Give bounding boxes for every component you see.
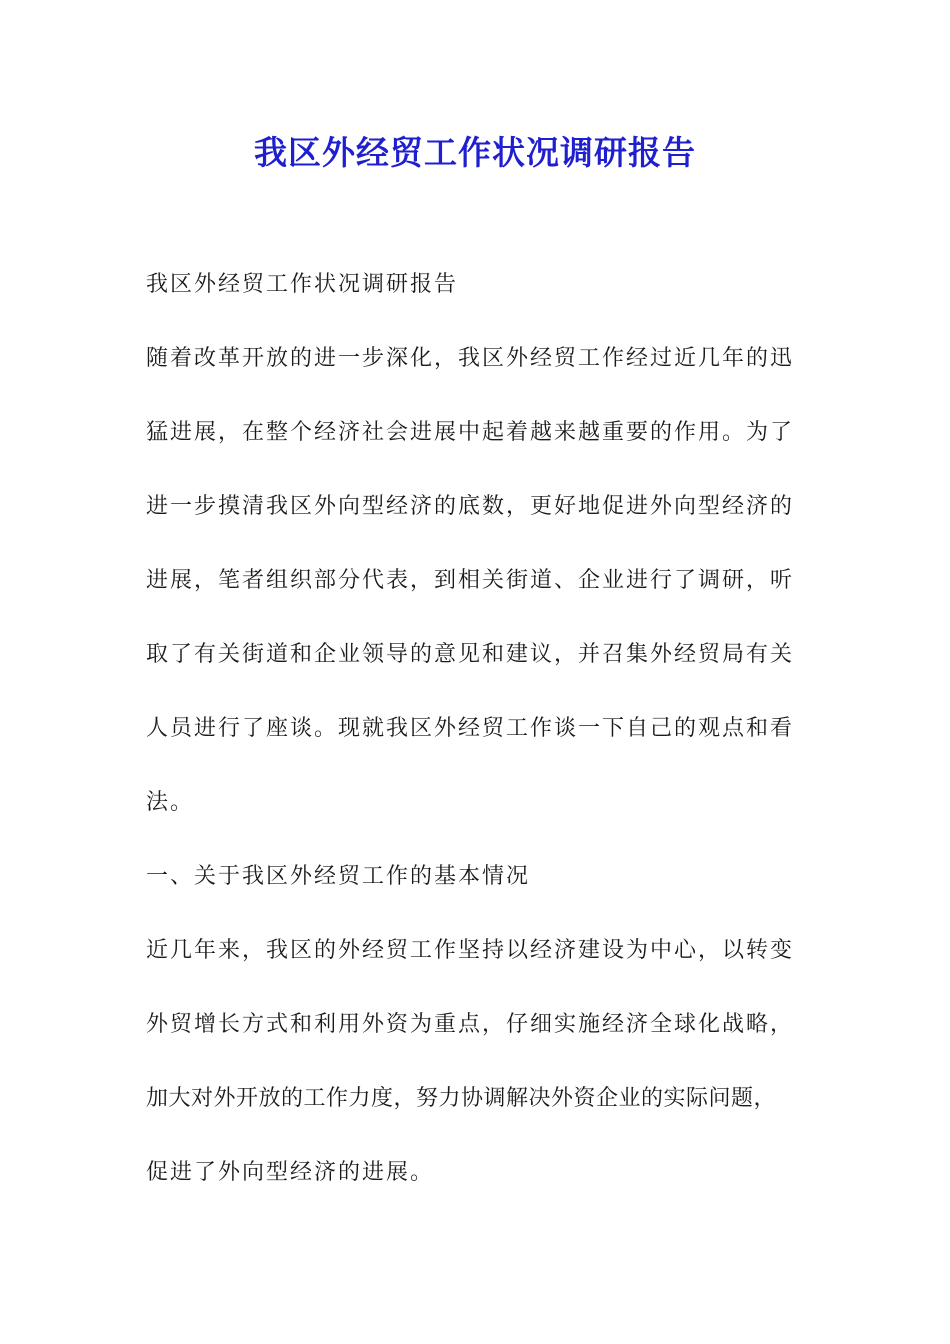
- paragraph-line: 取了有关街道和企业领导的意见和建议，并召集外经贸局有关: [146, 642, 795, 667]
- paragraph-line: 进一步摸清我区外向型经济的底数，更好地促进外向型经济的: [146, 494, 795, 519]
- document-body: [146, 258, 836, 1220]
- paragraph-line: 法。: [146, 790, 195, 815]
- subtitle-line: 我区外经贸工作状况调研报告: [146, 272, 459, 297]
- paragraph-line: 外贸增长方式和利用外资为重点，仔细实施经济全球化战略，: [146, 1012, 795, 1037]
- paragraph-line: 人员进行了座谈。现就我区外经贸工作谈一下自己的观点和看: [146, 716, 795, 741]
- paragraph-line: 进展，笔者组织部分代表，到相关街道、企业进行了调研，听: [146, 568, 795, 593]
- paragraph-line: 随着改革开放的进一步深化，我区外经贸工作经过近几年的迅: [146, 346, 795, 371]
- document-title: 我区外经贸工作状况调研报告: [254, 133, 696, 172]
- paragraph-line: 加大对外开放的工作力度，努力协调解决外资企业的实际问题，: [146, 1086, 777, 1111]
- paragraph-line: 近几年来，我区的外经贸工作坚持以经济建设为中心，以转变: [146, 938, 795, 963]
- paragraph-line: 猛进展，在整个经济社会进展中起着越来越重要的作用。为了: [146, 420, 795, 445]
- paragraph-line: 促进了外向型经济的进展。: [146, 1160, 435, 1185]
- section-heading: 一、关于我区外经贸工作的基本情况: [146, 864, 531, 889]
